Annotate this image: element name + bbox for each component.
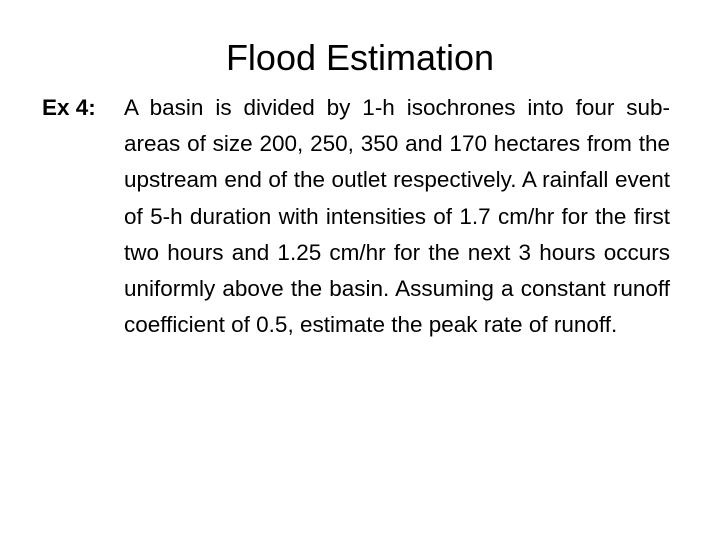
problem-body: A basin is divided by 1-h isochrones into four sub-areas of size 200, 250, 350 and 170 hectares from the upstream end of the outlet respectively. A rainfall event of 5-h duration with intensities of 1.7 cm/hr for the first two hours and 1.25 cm/hr for the next 3 hours occurs uniformly above the basin. Assuming a constant runoff coefficient of 0.5, estimate the peak rate of runoff. [124,95,670,338]
slide-title [0,34,720,82]
problem-label-text: Ex 4: [42,95,96,120]
problem-statement [42,90,670,343]
slide-title-text: Flood Estimation [225,37,495,78]
problem-label [42,90,96,126]
